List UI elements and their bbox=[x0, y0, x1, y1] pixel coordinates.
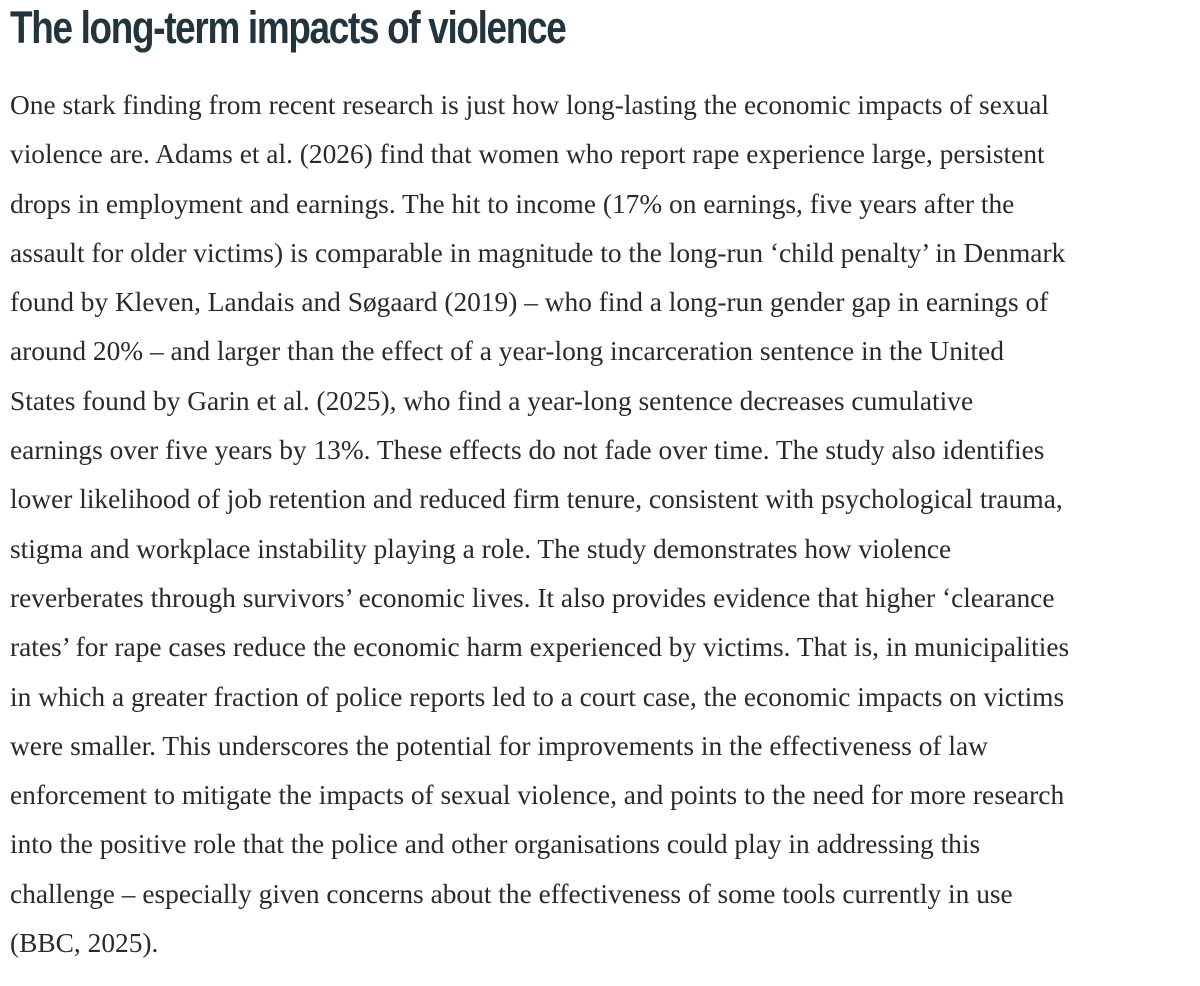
paragraph-line: lower likelihood of job retention and reduced firm tenure, consistent with psychological trauma, bbox=[10, 484, 1063, 515]
paragraph-line: in which a greater fraction of police reports led to a court case, the economic impacts on victims bbox=[10, 681, 1065, 712]
paragraph-line: drops in employment and earnings. The hit to income (17% on earnings, five years after the bbox=[10, 188, 1015, 219]
paragraph-line: assault for older victims) is comparable in magnitude to the long-run ‘child penalty’ in Denmark bbox=[10, 237, 1066, 268]
paragraph-line: reverberates through survivors’ economic lives. It also provides evidence that higher ‘clearance bbox=[10, 582, 1055, 613]
paragraph-line: around 20% – and larger than the effect of a year-long incarceration sentence in the United bbox=[10, 336, 1004, 367]
paragraph-line: One stark finding from recent research is just how long-lasting the economic impacts of sexual bbox=[10, 90, 1050, 120]
paragraph-line: enforcement to mitigate the impacts of sexual violence, and points to the need for more research bbox=[10, 780, 1065, 811]
paragraph-line: (BBC, 2025). bbox=[10, 928, 159, 959]
paragraph-line: rates’ for rape cases reduce the economic harm experienced by victims. That is, in municipalities bbox=[10, 632, 1070, 663]
paragraph-line: into the positive role that the police and other organisations could play in addressing this bbox=[10, 829, 981, 860]
paragraph-line: violence are. Adams et al. (2026) find that women who report rape experience large, persistent bbox=[10, 139, 1045, 170]
paragraph-line: challenge – especially given concerns about the effectiveness of some tools currently in use bbox=[10, 878, 1013, 909]
paragraph-line: were smaller. This underscores the potential for improvements in the effectiveness of law bbox=[10, 730, 988, 761]
paragraph-line: States found by Garin et al. (2025), who find a year-long sentence decreases cumulative bbox=[10, 385, 974, 416]
section-heading: The long-term impacts of violence bbox=[10, 2, 566, 53]
article-paragraph bbox=[10, 81, 1170, 968]
article bbox=[10, 0, 1170, 968]
paragraph-line: earnings over five years by 13%. These effects do not fade over time. The study also identifies bbox=[10, 435, 1045, 466]
paragraph-line: stigma and workplace instability playing a role. The study demonstrates how violence bbox=[10, 533, 952, 564]
paragraph-line: found by Kleven, Landais and Søgaard (2019) – who find a long-run gender gap in earnings of bbox=[10, 287, 1049, 318]
